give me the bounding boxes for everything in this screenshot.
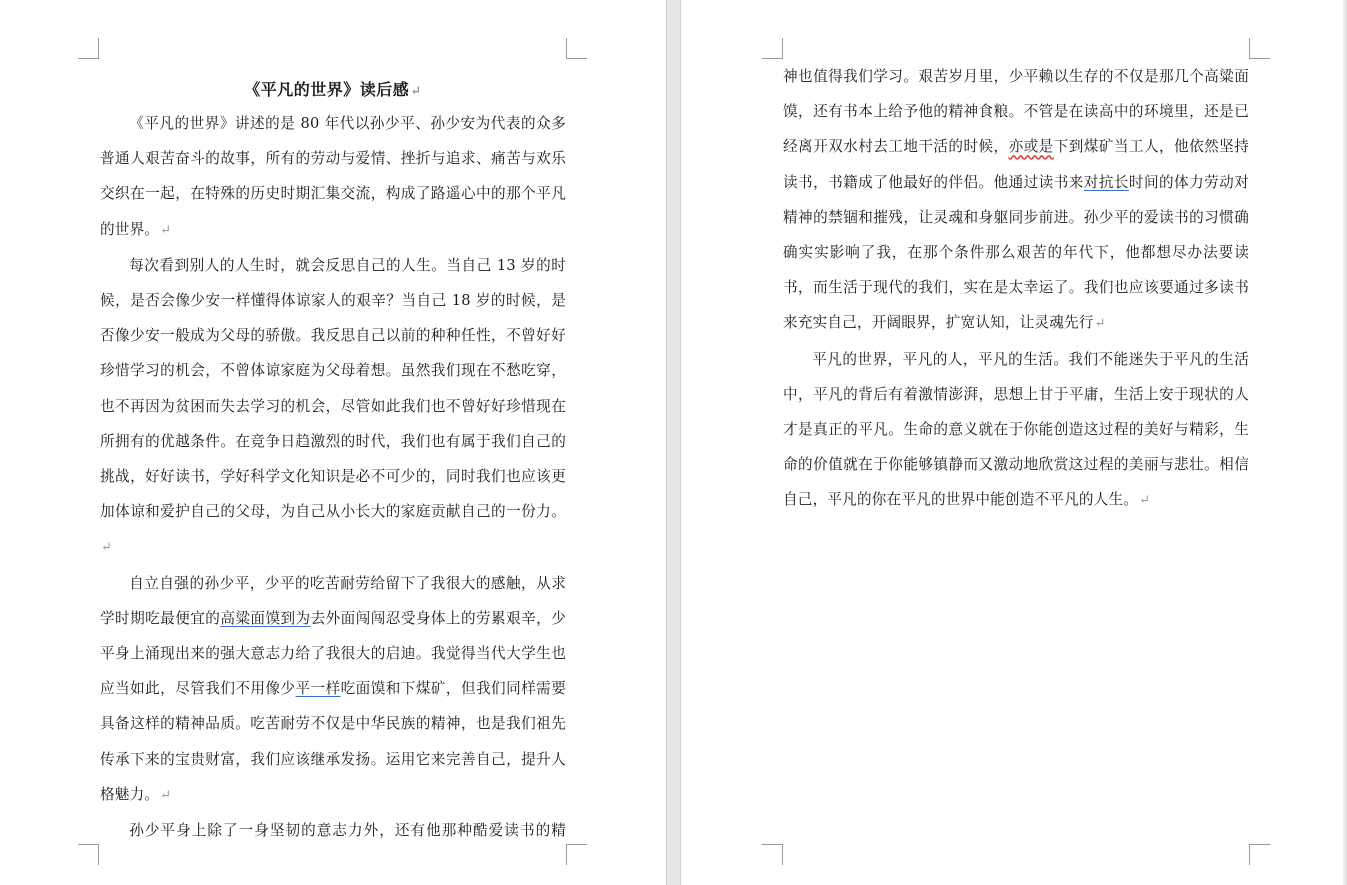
paragraph-5: 平凡的世界，平凡的人，平凡的生活。我们不能迷失于平凡的生活中，平凡的背后有着激情澎湃，思想上甘于平庸，生活上安于现状的人才是真正的平凡。生命的意义就在于你能创造这过程的美好与精彩，生命的价值就在于你能够镇静而又激动地欣赏这过程的美丽与悲壮。相信自己，平凡的你在平凡的世界中能创造不平凡的人生。↵ [783, 350, 1249, 509]
grammar-underline[interactable]: 高粱面馍到为 [220, 609, 311, 627]
document-page-1 [0, 0, 666, 885]
page-2-body[interactable] [783, 59, 1249, 519]
margin-corner-bottom-left [78, 844, 99, 865]
document-page-2 [681, 0, 1347, 885]
document-title: 《平凡的世界》读后感↵ [244, 80, 422, 99]
paragraph-mark: ↵ [160, 787, 172, 803]
spelling-underline[interactable]: 亦或是 [1008, 138, 1054, 156]
window-edge [1343, 0, 1347, 885]
margin-corner-bottom-left [762, 844, 783, 865]
margin-corner-top-right [1249, 38, 1270, 59]
margin-corner-bottom-right [566, 844, 587, 865]
grammar-underline[interactable]: 对抗长 [1083, 173, 1129, 191]
paragraph-4-start: 孙少平身上除了一身坚韧的意志力外，还有他那种酷爱读书的精 [129, 822, 566, 840]
paragraph-mark: ↵ [101, 540, 113, 556]
paragraph-mark: ↵ [160, 222, 172, 238]
paragraph-1: 《平凡的世界》讲述的是 80 年代以孙少平、孙少安为代表的众多普通人艰苦奋斗的故事，所有的劳动与爱情、挫折与追求、痛苦与欢乐交织在一起，在特殊的历史时期汇集交流，构成了路遥心中的那个平凡的世界。↵ [100, 115, 566, 238]
margin-corner-bottom-right [1249, 844, 1270, 865]
margin-corner-top-left [78, 38, 99, 59]
paragraph-3: 自立自强的孙少平，少平的吃苦耐劳给留下了我很大的感触，从求学时期吃最便宜的高粱面馍到为去外面闯闯忍受身体上的劳累艰辛，少平身上涌现出来的强大意志力给了我很大的启迪。我觉得当代大学生也应当如此，尽管我们不用像少平一样吃面馍和下煤矿，但我们同样需要具备这样的精神品质。吃苦耐劳不仅是中华民族的精神，也是我们祖先传承下来的宝贵财富，我们应该继承发扬。运用它来完善自己，提升人格魅力。↵ [100, 574, 567, 803]
paragraph-mark: ↵ [1139, 493, 1151, 509]
page-1-body[interactable] [100, 74, 566, 848]
paragraph-mark: ↵ [410, 84, 422, 99]
grammar-underline[interactable]: 平一样 [295, 680, 341, 698]
paragraph-mark: ↵ [1094, 316, 1106, 332]
margin-corner-top-right [566, 38, 587, 59]
page-gap [666, 0, 681, 885]
paragraph-4-continued: 神也值得我们学习。艰苦岁月里，少平赖以生存的不仅是那几个高粱面馍，还有书本上给予他的精神食粮。不管是在读高中的环境里，还是已经离开双水村去工地干活的时候，亦或是下到煤矿当工人，他依然坚持读书，书籍成了他最好的伴侣。他通过读书来对抗长时间的体力劳动对精神的禁锢和摧残，让灵魂和身躯同步前进。孙少平的爱读书的习惯确确实实影响了我，在那个条件那么艰苦的年代下，他都想尽办法要读书，而生活于现代的我们，实在是太幸运了。我们也应该要通过多读书来充实自己，开阔眼界，扩宽认知，让灵魂先行↵ [783, 68, 1249, 332]
paragraph-2: 每次看到别人的人生时，就会反思自己的人生。当自己 13 岁的时候，是否会像少安一样懂得体谅家人的艰辛？当自己 18 岁的时候，是否像少安一般成为父母的骄傲。我反思自己以前的种种任性，不曾好好珍惜学习的机会，不曾体谅家庭为父母着想。虽然我们现在不愁吃穿，也不再因为贫困而失去学习的机会，尽管如此我们也不曾好好珍惜现在所拥有的优越条件。在竞争日趋激烈的时代，我们也有属于我们自己的挑战，好好读书，学好科学文化知识是必不可少的，同时我们也应该更加体谅和爱护自己的父母，为自己从小长大的家庭贡献自己的一份力。↵ [100, 256, 566, 556]
margin-corner-top-left [762, 38, 783, 59]
